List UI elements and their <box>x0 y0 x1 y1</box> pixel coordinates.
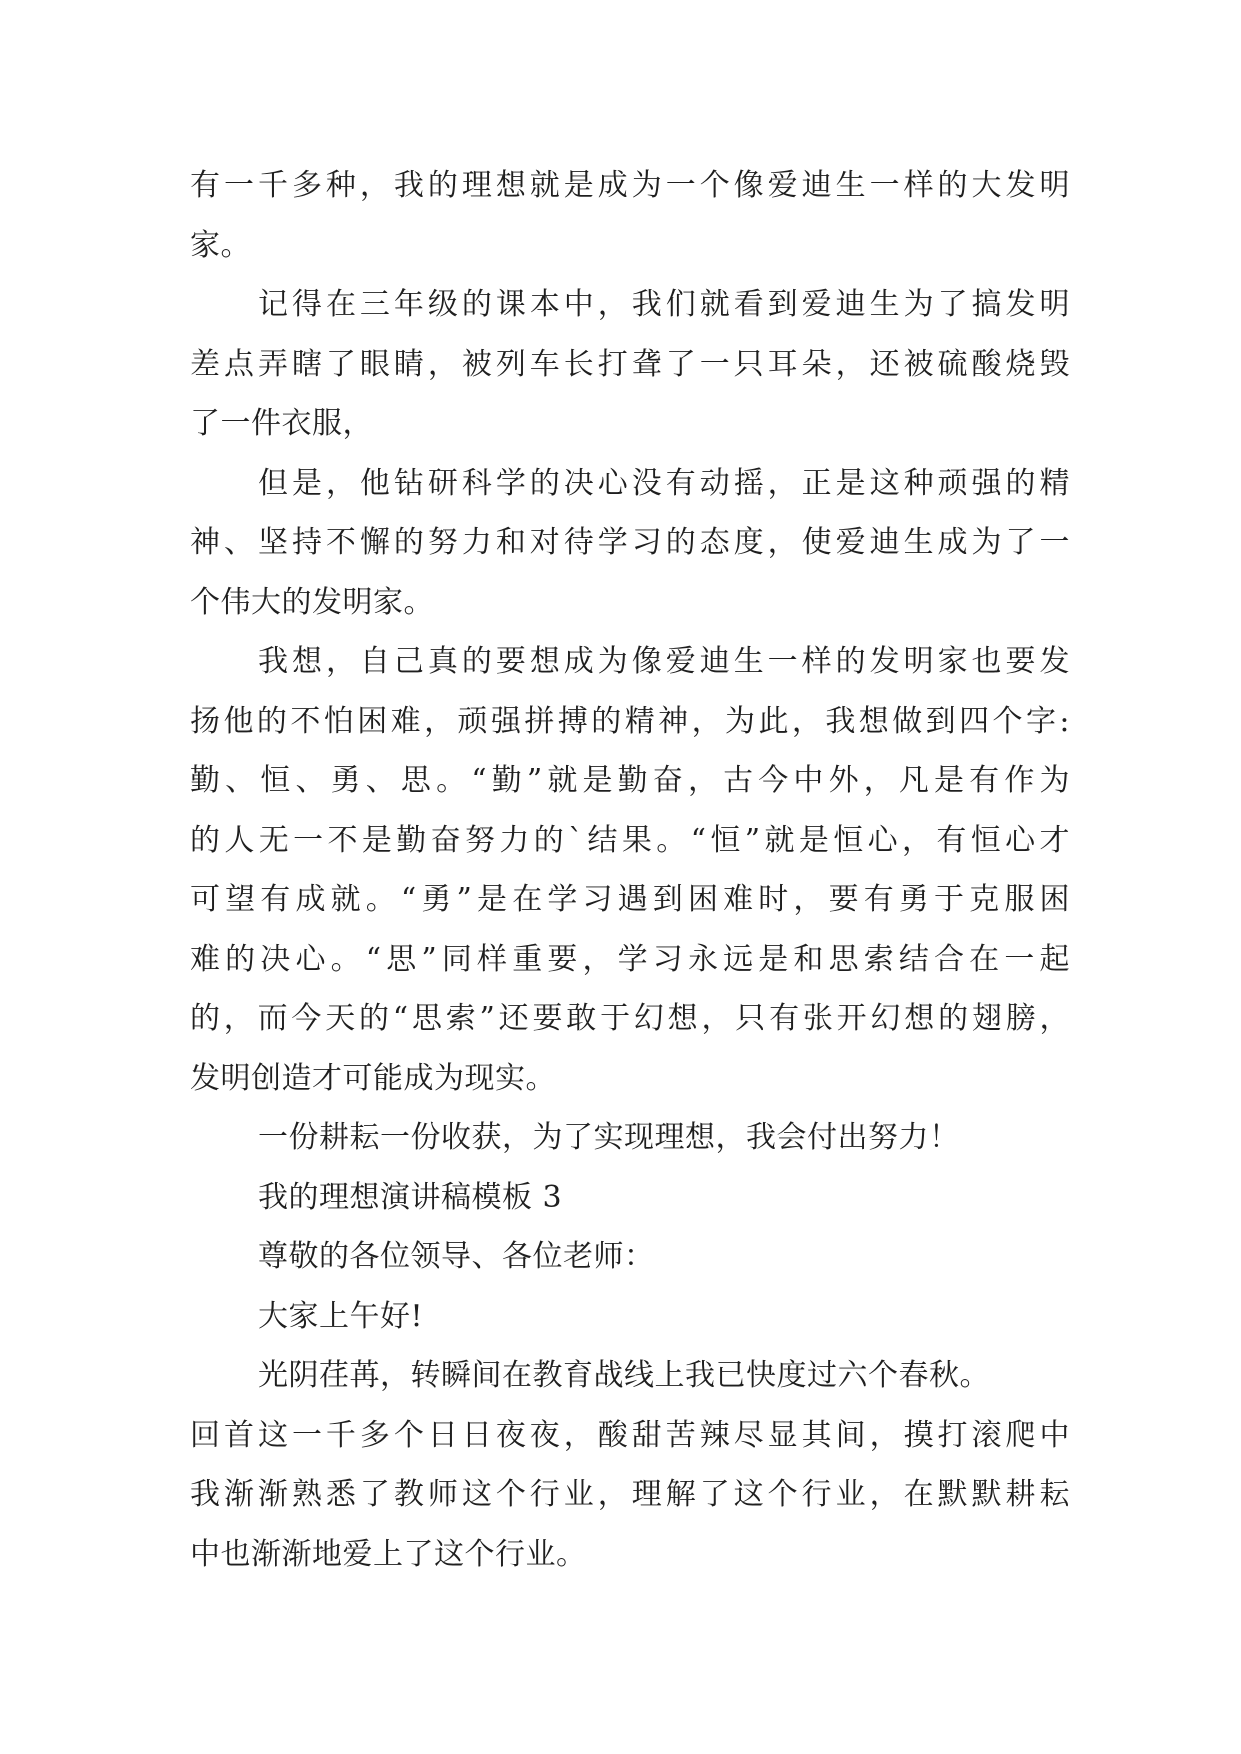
text-line: 神、坚持不懈的努力和对待学习的态度，使爱迪生成为了一 <box>190 525 1070 560</box>
text-line: 勤、恒、勇、思。“勤”就是勤奋，古今中外，凡是有作为 <box>190 763 1070 798</box>
text-line: 差点弄瞎了眼睛，被列车长打聋了一只耳朵，还被硫酸烧毁 <box>190 346 1070 382</box>
paragraph-start-line: 记得在三年级的课本中，我们就看到爱迪生为了搞发明 <box>258 287 1070 322</box>
text-line: 家。 <box>190 227 251 263</box>
greeting-line: 大家上午好! <box>258 1298 424 1334</box>
paragraph-start-line: 光阴荏苒，转瞬间在教育战线上我已快度过六个春秋。 <box>258 1358 990 1393</box>
text-line: 难的决心。“思”同样重要，学习永远是和思索结合在一起 <box>190 941 1070 977</box>
text-line: 的，而今天的“思索”还要敢于幻想，只有张开幻想的翅膀， <box>190 1001 1070 1036</box>
text-line: 有一千多种，我的理想就是成为一个像爱迪生一样的大发明 <box>190 168 1070 203</box>
text-line: 中也渐渐地爱上了这个行业。 <box>190 1536 587 1572</box>
text-line: 发明创造才可能成为现实。 <box>190 1060 556 1096</box>
document-body <box>190 156 1070 1584</box>
paragraph-start-line: 但是，他钻研科学的决心没有动摇，正是这种顽强的精 <box>258 465 1070 501</box>
text-line: 可望有成就。“勇”是在学习遇到困难时，要有勇于克服困 <box>190 882 1070 917</box>
paragraph-start-line: 我想，自己真的要想成为像爱迪生一样的发明家也要发 <box>258 644 1070 679</box>
text-line: 了一件衣服， <box>190 406 373 441</box>
text-line: 扬他的不怕困难，顽强拼搏的精神，为此，我想做到四个字: <box>190 703 1070 739</box>
text-line: 的人无一不是勤奋努力的`结果。“恒”就是恒心，有恒心才 <box>190 822 1070 858</box>
text-line: 我渐渐熟悉了教师这个行业，理解了这个行业，在默默耕耘 <box>190 1477 1070 1512</box>
text-line: 回首这一千多个日日夜夜，酸甜苦辣尽显其间，摸打滚爬中 <box>190 1417 1070 1453</box>
text-line: 个伟大的发明家。 <box>190 584 434 620</box>
section-heading: 我的理想演讲稿模板 3 <box>258 1179 563 1215</box>
salutation-line: 尊敬的各位领导、各位老师： <box>258 1239 655 1274</box>
paragraph-start-line: 一份耕耘一份收获，为了实现理想，我会付出努力！ <box>258 1120 960 1155</box>
